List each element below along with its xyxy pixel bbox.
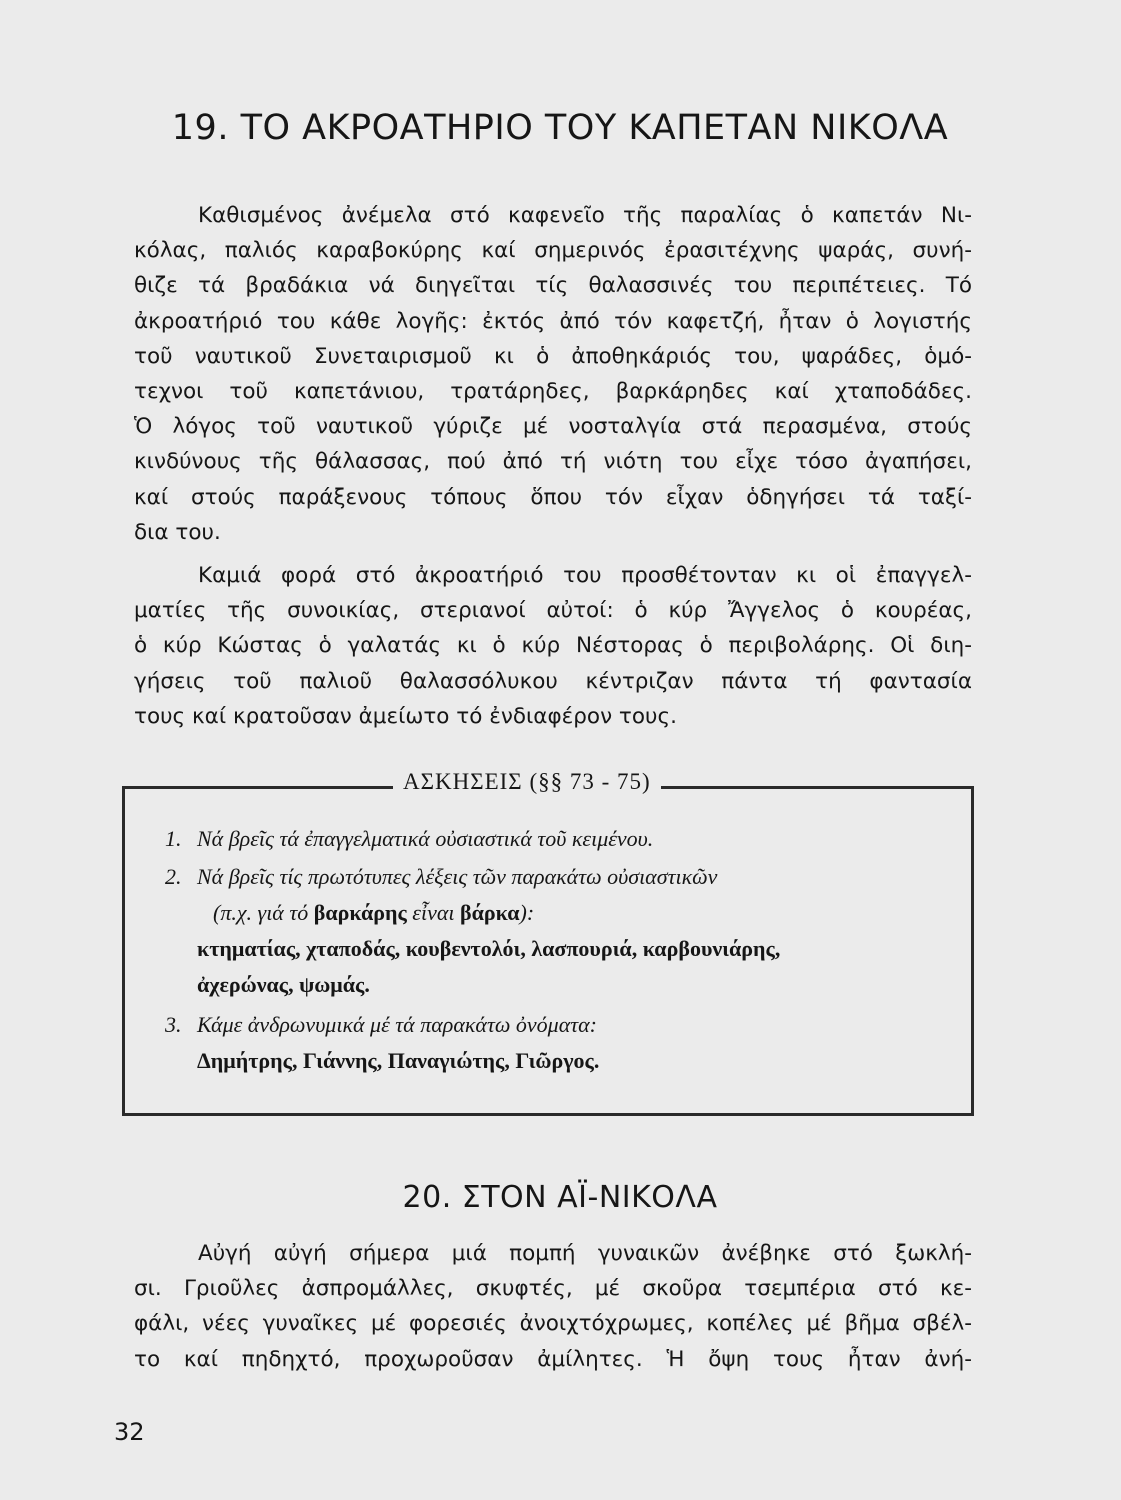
text-line: κόλας, παλιός καραβοκύρης καί σημερινός ἐρασιτέχνης ψαράς, συνή- xyxy=(134,238,972,264)
text-line: φάλι, νέες γυναῖκες μέ φορεσιές ἀνοιχτόχρωμες, κοπέλες μέ βῆμα σβέλ- xyxy=(134,1311,972,1337)
exercise-item-1 xyxy=(165,821,965,857)
chapter-19-paragraph-1 xyxy=(134,198,972,550)
example-prefix: (π.χ. γιά τό xyxy=(213,900,309,925)
text-line: Ὁ λόγος τοῦ ναυτικοῦ γύριζε μέ νοσταλγία στά περασμένα, στούς xyxy=(134,414,972,440)
text-line: τοῦ ναυτικοῦ Συνεταιρισμοῦ κι ὁ ἀποθηκάριός του, ψαράδες, ὁμό- xyxy=(134,343,972,369)
exercise-number: 1. xyxy=(165,826,182,851)
exercise-text: Κάμε ἀνδρωνυμικά μέ τά παρακάτω ὀνόματα: xyxy=(197,1012,597,1037)
exercise-number: 3. xyxy=(165,1012,182,1037)
text-line: το καί πηδηχτό, προχωροῦσαν ἀμίλητες. Ἡ ὄψη τους ἦταν ἀνή- xyxy=(134,1346,972,1372)
chapter-19-paragraph-2 xyxy=(134,558,972,734)
example-mid: εἶναι xyxy=(412,900,455,925)
example-word: βαρκάρης xyxy=(313,900,407,925)
text-line: τους καί κρατοῦσαν ἀμείωτο τό ἐνδιαφέρον τους. xyxy=(134,703,677,729)
text-line: θιζε τά βραδάκια νά διηγεῖται τίς θαλασσινές του περιπέτειες. Τό xyxy=(134,273,972,299)
chapter-19-title: 19. ΤΟ ΑΚΡΟΑΤΗΡΙΟ ΤΟΥ ΚΑΠΕΤΑΝ ΝΙΚΟΛΑ xyxy=(171,108,949,148)
text-line: γήσεις τοῦ παλιοῦ θαλασσόλυκου κέντριζαν πάντα τή φαντασία xyxy=(134,668,972,694)
text-line: Αὐγή αὐγή σήμερα μιά πομπή γυναικῶν ἀνέβηκε στό ξωκλή- xyxy=(198,1241,972,1266)
text-line: ματίες τῆς συνοικίας, στεριανοί αὐτοί: ὁ κύρ Ἄγγελος ὁ κουρέας, xyxy=(134,598,972,624)
text-line: κινδύνους τῆς θάλασσας, πού ἀπό τή νιότη του εἶχε τόσο ἀγαπήσει, xyxy=(134,449,972,475)
text-line: ὁ κύρ Κώστας ὁ γαλατάς κι ὁ κύρ Νέστορας ὁ περιβολάρης. Οἱ διη- xyxy=(134,633,972,659)
text-line: καί στούς παράξενους τόπους ὅπου τόν εἶχαν ὁδηγήσει τά ταξί- xyxy=(134,484,972,510)
example-suffix: ): xyxy=(519,900,535,925)
text-line: ἀκροατήριό του κάθε λογῆς: ἐκτός ἀπό τόν καφετζή, ἦταν ὁ λογιστής xyxy=(134,308,972,334)
exercise-item-2 xyxy=(165,859,965,1003)
exercise-item-3 xyxy=(165,1007,965,1079)
exercise-text: Νά βρεῖς τίς πρωτότυπες λέξεις τῶν παρακάτω οὐσιαστικῶν xyxy=(197,864,718,889)
exercise-text: Νά βρεῖς τά ἐπαγγελματικά οὐσιαστικά τοῦ κειμένου. xyxy=(197,826,654,851)
text-line: δια του. xyxy=(134,519,221,545)
chapter-20-paragraph-1 xyxy=(134,1236,972,1377)
exercise-words: κτηματίας, χταποδάς, κουβεντολόι, λασπουριά, καρβουνιάρης, xyxy=(197,936,781,961)
exercise-example xyxy=(165,895,965,931)
chapter-20-title: 20. ΣΤΟΝ ΑΪ-ΝΙΚΟΛΑ xyxy=(402,1180,718,1215)
exercise-number: 2. xyxy=(165,864,182,889)
text-line: σι. Γριοῦλες ἀσπρομάλλες, σκυφτές, μέ σκοῦρα τσεμπέρια στό κε- xyxy=(134,1276,972,1302)
example-root: βάρκα xyxy=(460,900,520,925)
text-line: Καμιά φορά στό ἀκροατήριό του προσθέτονταν κι οἱ ἐπαγγελ- xyxy=(198,563,972,588)
text-line: τεχνοι τοῦ καπετάνιου, τρατάρηδες, βαρκάρηδες καί χταποδάδες. xyxy=(134,379,972,405)
exercise-words: Δημήτρης, Γιάννης, Παναγιώτης, Γιῶργος. xyxy=(197,1048,600,1073)
text-line: Καθισμένος ἀνέμελα στό καφενεῖο τῆς παραλίας ὁ καπετάν Νι- xyxy=(198,203,972,228)
page-number: 32 xyxy=(114,1418,145,1446)
exercises-box xyxy=(122,769,974,1116)
exercises-heading: ΑΣΚΗΣΕΙΣ (§§ 73 - 75) xyxy=(393,769,661,795)
exercise-words: ἀχερώνας, ψωμάς. xyxy=(197,972,370,997)
